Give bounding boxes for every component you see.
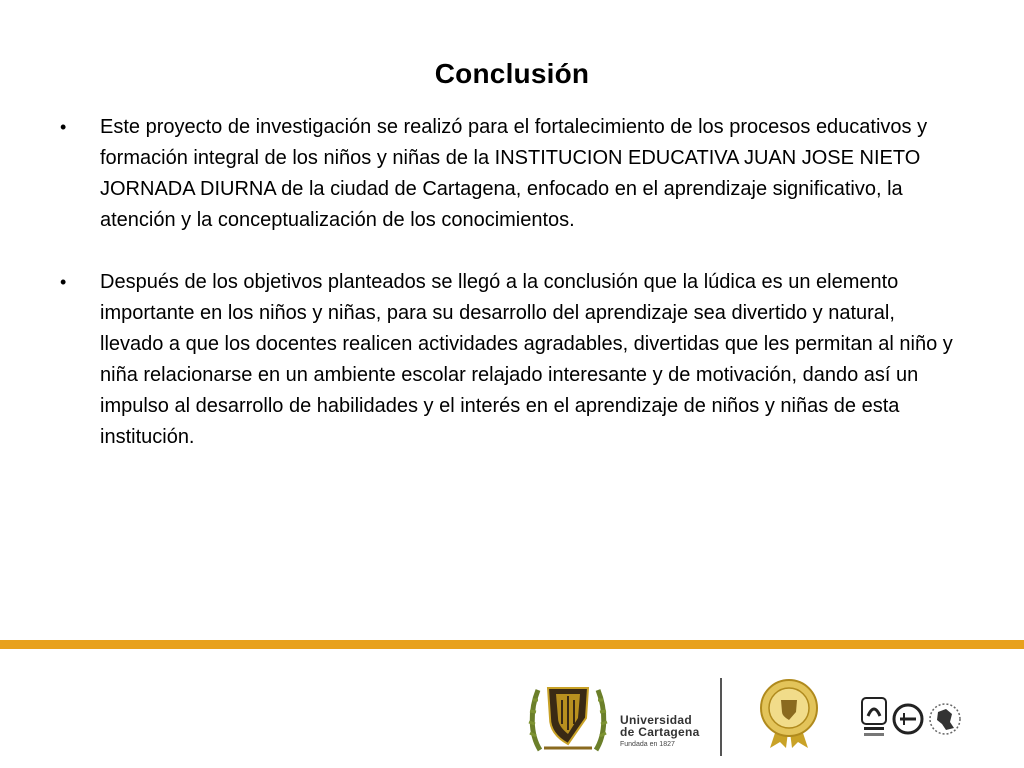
university-founded: Fundada en 1827 — [620, 741, 675, 748]
iso-certification-icon — [860, 696, 888, 740]
crest-logo-icon — [526, 678, 610, 758]
iqnet-certification-icon — [892, 703, 924, 735]
gold-seal-icon — [758, 678, 820, 750]
bullet-item — [60, 267, 960, 453]
university-name-line2: de Cartagena — [620, 725, 700, 739]
university-wordmark — [620, 714, 700, 748]
bullet-text: Este proyecto de investigación se realizó para el fortalecimiento de los procesos educativos y formación integral de los niños y niñas de la INSTITUCION EDUCATIVA JUAN JOSE NIETO JORNADA DIURNA de la ciudad de Cartagena, enfocado en el aprendizaje significativo, la atención y la conceptualización de los conocimientos. — [100, 116, 928, 231]
footer-accent-band — [0, 640, 1024, 649]
slide-title: Conclusión — [434, 58, 590, 89]
logo-divider — [720, 678, 722, 756]
bullet-item — [60, 112, 960, 236]
bullet-list — [60, 112, 960, 453]
bullet-marker: • — [60, 272, 67, 292]
colombia-map-certification-icon — [928, 702, 962, 736]
footer-logos — [0, 670, 1024, 760]
bullet-marker: • — [60, 117, 67, 137]
university-name-line1: Universidad — [620, 713, 692, 727]
bullet-text: Después de los objetivos planteados se llegó a la conclusión que la lúdica es un elemento importante en los niños y niñas, para su desarrollo del aprendizaje sea divertido y natural, llevado a que los docentes realicen actividades agradables, divertidas que les permitan al niño y niña relacionarse en un ambiente escolar relajado interesante y de motivación, dando así un impulso al desarrollo de habilidades y el interés en el aprendizaje de niños y niñas de esta institución. — [100, 271, 953, 448]
